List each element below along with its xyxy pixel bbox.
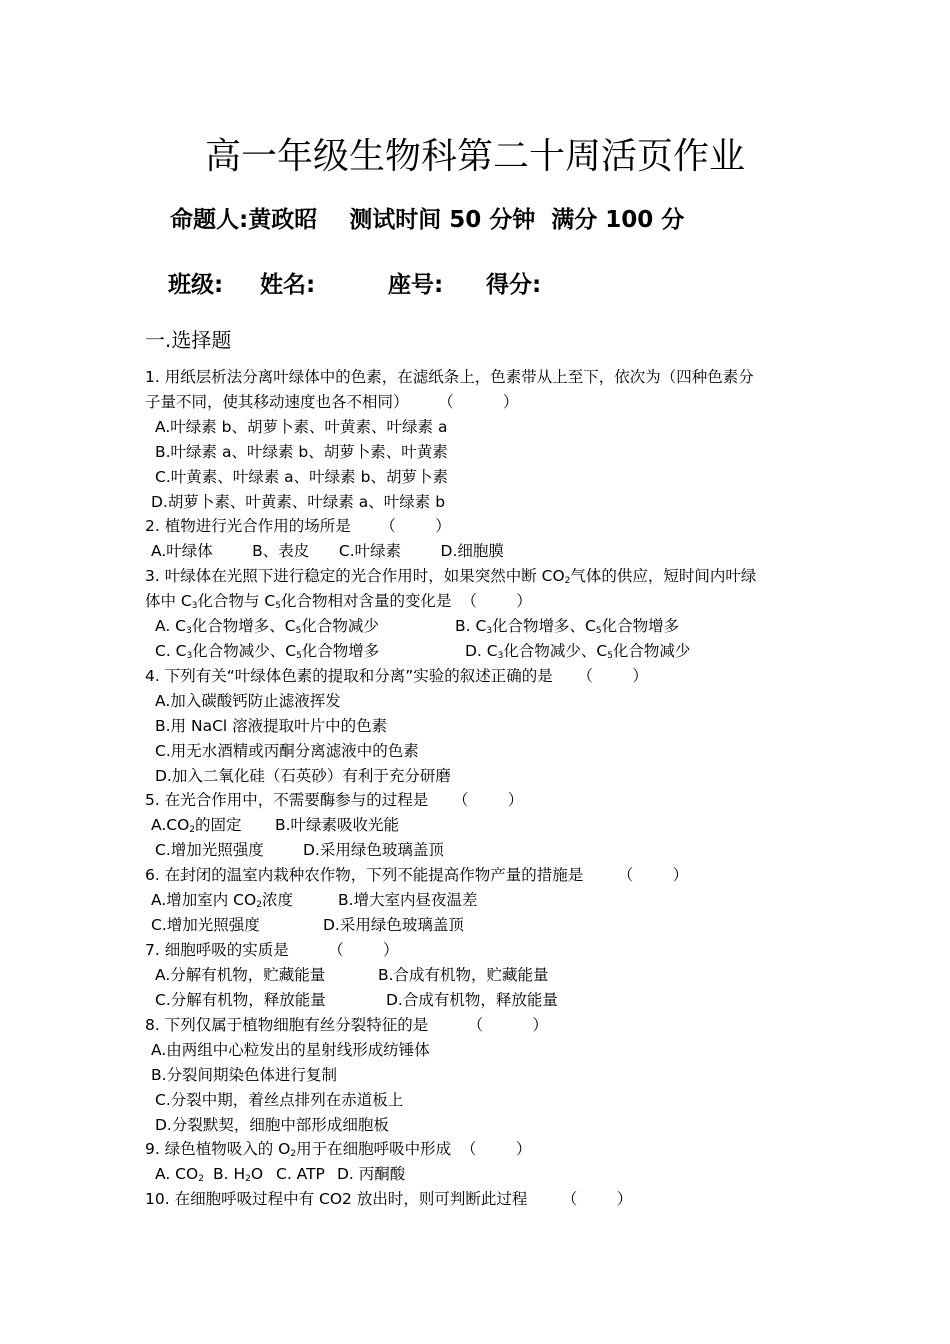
q7-option-c: C.分解有机物，释放能量 [155, 991, 326, 1009]
q2-options: A.叶绿体 B、表皮 C.叶绿素 D.细胞膜 [151, 542, 504, 560]
class-label: 班级: [168, 272, 224, 298]
section-title: 一.选择题 [145, 328, 232, 352]
seat-label: 座号: [388, 272, 444, 298]
q9-stem: 9. 绿色植物吸入的 $O_2$用于在细胞呼吸中形成 （ ） [145, 1140, 532, 1159]
q6-option-c: C.增加光照强度 [151, 916, 260, 934]
q1-stem-line1: 1. 用纸层析法分离叶绿体中的色素，在滤纸条上，色素带从上至下，依次为（四种色素分 [145, 368, 754, 386]
q5-stem: 5. 在光合作用中，不需要酶参与的过程是 （ ） [145, 791, 524, 809]
q3-stem-line2: 体中 $C_3$化合物与 $C_5$化合物相对含量的变化是 （ ） [145, 592, 532, 611]
document-subtitle: 命题人:黄政昭 测试时间 50 分钟 满分 100 分 [170, 207, 685, 233]
q6-option-a: A.增加室内 $CO_2$浓度 [151, 891, 293, 910]
q3-option-b: B. $C_3$化合物增多、$C_5$化合物增多 [455, 617, 680, 636]
q1-option-b: B.叶绿素 a、叶绿素 b、胡萝卜素、叶黄素 [155, 443, 448, 461]
q4-option-c: C.用无水酒精或丙酮分离滤液中的色素 [155, 742, 419, 760]
q7-stem: 7. 细胞呼吸的实质是 （ ） [145, 941, 399, 959]
q4-option-a: A.加入碳酸钙防止滤液挥发 [155, 692, 341, 710]
q6-stem: 6. 在封闭的温室内栽种农作物，下列不能提高作物产量的措施是 （ ） [145, 866, 689, 884]
q9-option-c: C. ATP [276, 1165, 325, 1183]
q8-option-d: D.分裂默契，细胞中部形成细胞板 [155, 1116, 389, 1134]
q2-stem: 2. 植物进行光合作用的场所是 （ ） [145, 517, 451, 535]
q4-option-d: D.加入二氧化硅（石英砂）有利于充分研磨 [155, 767, 451, 785]
q3-option-d: D. $C_3$化合物减少、$C_5$化合物减少 [465, 642, 691, 661]
q9-option-b: B. $H_2O$ [213, 1165, 264, 1184]
q4-option-b: B.用 NaCl 溶液提取叶片中的色素 [155, 717, 388, 735]
q9-option-a: A. $CO_2$ [155, 1165, 204, 1184]
q8-option-a: A.由两组中心粒发出的星射线形成纺锤体 [151, 1041, 430, 1059]
q1-option-c: C.叶黄素、叶绿素 a、叶绿素 b、胡萝卜素 [155, 468, 448, 486]
q7-option-a: A.分解有机物，贮藏能量 [155, 966, 326, 984]
q1-stem-line2: 子量不同，使其移动速度也各不相同） （ ） [145, 393, 519, 411]
q1-option-a: A.叶绿素 b、胡萝卜素、叶黄素、叶绿素 a [155, 418, 448, 436]
q8-option-b: B.分裂间期染色体进行复制 [151, 1066, 338, 1084]
name-label: 姓名: [260, 272, 316, 298]
q8-option-c: C.分裂中期，着丝点排列在赤道板上 [155, 1091, 404, 1109]
q5-option-a: $A.CO_2$的固定 [151, 816, 242, 835]
q3-stem-line1: 3. 叶绿体在光照下进行稳定的光合作用时，如果突然中断 $CO_2$气体的供应，短时间内叶绿 [145, 567, 757, 586]
score-label: 得分: [486, 272, 542, 298]
q8-stem: 8. 下列仅属于植物细胞有丝分裂特征的是 （ ） [145, 1016, 548, 1034]
q9-option-d: D. 丙酮酸 [337, 1165, 406, 1183]
q4-stem: 4. 下列有关“叶绿体色素的提取和分离”实验的叙述正确的是 （ ） [145, 667, 648, 685]
q5-option-d: D.采用绿色玻璃盖顶 [303, 841, 444, 859]
q3-option-c: C. $C_3$化合物减少、$C_5$化合物增多 [155, 642, 380, 661]
q5-option-c: C.增加光照强度 [155, 841, 264, 859]
q6-option-d: D.采用绿色玻璃盖顶 [323, 916, 464, 934]
q6-option-b: B.增大室内昼夜温差 [338, 891, 478, 909]
q1-option-d: D.胡萝卜素、叶黄素、叶绿素 a、叶绿素 b [151, 493, 446, 511]
q7-option-d: D.合成有机物，释放能量 [386, 991, 558, 1009]
q5-option-b: B.叶绿素吸收光能 [275, 816, 400, 834]
q3-option-a: A. $C_3$化合物增多、$C_5$化合物减少 [155, 617, 379, 636]
q10-stem: 10. 在细胞呼吸过程中有 CO2 放出时，则可判断此过程 （ ） [145, 1190, 633, 1208]
q7-option-b: B.合成有机物，贮藏能量 [378, 966, 549, 984]
document-title: 高一年级生物科第二十周活页作业 [204, 136, 745, 177]
